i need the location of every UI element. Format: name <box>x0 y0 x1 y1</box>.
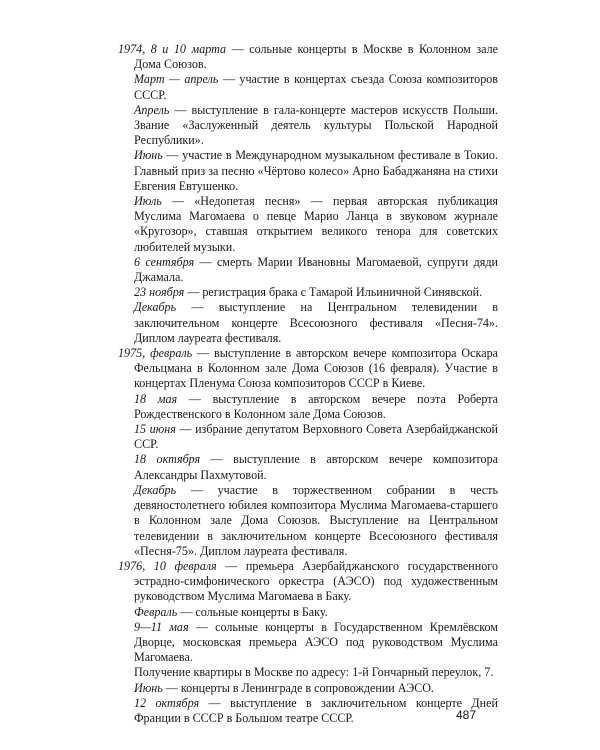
entry-text: — участие в торжественном собрании в честь девяностолетнего юбилея композитора Муслима Магомаева-старшего в Колонном зале Дома Союзов. Выступление на Центральном телевидении в заключительном концерте Всесоюзного фестиваля «Песня-75». Диплом лауреата фестиваля. <box>134 482 498 558</box>
entry-text: — выступление в гала-концерте мастеров искусств Польши. Звание «Заслуженный деятель культуры Польской Народной Республики». <box>134 102 498 148</box>
entry-text: — избрание депутатом Верховного Совета Азербайджанской ССР. <box>134 422 498 452</box>
entry-date: 18 мая <box>134 391 178 406</box>
entry-text: — регистрация брака с Тамарой Ильиничной Синявской. <box>184 285 483 300</box>
entry-1976-june <box>118 681 498 696</box>
entry-text: — выступление в авторском вечере композитора Оскара Фельцмана в Колонном зале Дома Союзов (16 февраля). Участие в концертах Пленума Союза композиторов СССР в Киеве. <box>134 346 499 391</box>
entry-text: — участие в Международном музыкальном фестивале в Токио. Главный приз за песню «Чёртово колесо» Арно Бабаджаняна на стихи Евгения Евтушенко. <box>134 148 498 193</box>
entry-date: Март — апрель <box>134 72 219 87</box>
entry-date: 9—11 мая <box>134 619 189 634</box>
entry-text: — выступление в авторском вечере композитора Александры Пахмутовой. <box>134 452 498 482</box>
page-number: 487 <box>456 708 477 722</box>
entry-1974-november <box>118 285 498 300</box>
entry-1975-february <box>118 346 498 392</box>
entry-date: 6 сентября <box>134 254 195 269</box>
entry-1974-april <box>118 103 498 149</box>
entry-1976-october <box>118 696 498 726</box>
entry-text: — выступление в авторском вечере поэта Роберта Рождественского в Колонном зале Дома Союзов. <box>134 391 499 421</box>
entry-date: Июль <box>134 194 162 209</box>
entry-text: — сольные концерты в Баку. <box>177 604 328 619</box>
entry-1974-july <box>118 194 498 255</box>
entry-text: — выступление на Центральном телевидении в заключительном концерте Всесоюзного фестиваля «Песня-74». Диплом лауреата фестиваля. <box>134 300 498 345</box>
entry-1974-march <box>118 42 498 72</box>
entry-1975-june <box>118 422 498 452</box>
entry-1976-february <box>118 559 498 605</box>
entry-1974-december <box>118 300 498 346</box>
entry-text: — смерть Марии Ивановны Магомаевой, супруги дяди Джамала. <box>134 254 498 285</box>
entry-text: — концерты в Ленинграде в сопровождении АЭСО. <box>162 680 435 695</box>
chronology-text <box>118 42 498 726</box>
entry-date: 18 октября <box>134 452 201 467</box>
entry-text: — участие в концертах съезда Союза композиторов СССР. <box>134 72 498 102</box>
entry-date: Июнь <box>134 680 163 695</box>
entry-text: Получение квартиры в Москве по адресу: 1-й Гончарный переулок, 7. <box>134 665 494 680</box>
entry-1975-october <box>118 452 498 482</box>
entry-1976-apartment <box>118 665 498 680</box>
entry-date: Декабрь <box>134 300 177 315</box>
entry-date: Июнь <box>134 148 163 163</box>
entry-date: Февраль <box>134 604 178 619</box>
entry-date: 23 ноября <box>134 285 185 300</box>
entry-1976-february-concerts <box>118 605 498 620</box>
entry-date: 12 октября <box>134 695 200 710</box>
entry-1974-september <box>118 255 498 285</box>
entry-1975-may <box>118 392 498 422</box>
entry-date: 1974, 8 и 10 марта <box>118 42 227 56</box>
entry-date: 1976, 10 февраля <box>118 558 217 573</box>
entry-date: 15 июня <box>134 422 176 437</box>
entry-date: Декабрь <box>134 482 177 497</box>
entry-text: — «Недопетая песня» — первая авторская публикация Муслима Магомаева о певце Марио Ланца в звуковом журнале «Кругозор», ставшая открытием великого тенора для советских любителей музыки. <box>134 194 498 254</box>
entry-text: — сольные концерты в Москве в Колонном зале Дома Союзов. <box>134 42 498 72</box>
entry-text: — сольные концерты в Государственном Кремлёвском Дворце, московская премьера АЭСО под руководством Муслима Магомаева. <box>134 619 498 665</box>
entry-date: 1975, февраль <box>118 346 193 361</box>
entry-1974-june <box>118 148 498 194</box>
entry-text: — премьера Азербайджанского государственного эстрадно-симфонического оркестра (АЭСО) под художественным руководством Муслима Магомаева в Баку. <box>134 558 499 604</box>
entry-1976-may <box>118 620 498 666</box>
entry-text: — выступление в заключительном концерте Дней Франции в СССР в Большом театре СССР. <box>134 695 498 725</box>
entry-date: Апрель <box>134 102 170 117</box>
entry-1974-march-april <box>118 72 498 102</box>
entry-1975-december <box>118 483 498 559</box>
